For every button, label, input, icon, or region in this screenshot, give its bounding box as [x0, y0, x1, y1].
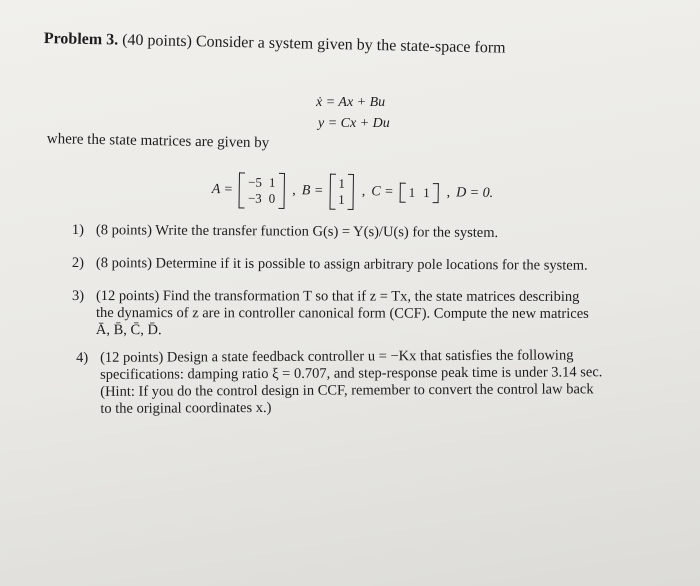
question-text: specifications: damping ratio ξ = 0.707, and step-response peak time is under 3.14 sec.: [100, 364, 603, 383]
question-number: 2): [71, 255, 85, 272]
question-text: Ā, B̄, C̄, D̄.: [95, 322, 162, 339]
state-equation: ẋ = Ax + Bu: [316, 95, 386, 110]
problem-points: (40 points): [121, 31, 193, 51]
question-text: (12 points) Find the transformation T so that if z = Tx, the state matrices describing: [95, 288, 580, 305]
matrix-d-text: D = 0.: [456, 185, 494, 201]
matrix-b-entry: 1: [338, 191, 345, 207]
problem-title-line: [44, 30, 506, 58]
output-equation: y = Cx + Du: [318, 116, 390, 131]
matrix-a-entry: 1: [268, 174, 276, 190]
question-item-1: [72, 222, 498, 242]
question-item-3: [72, 288, 589, 340]
matrix-a: [239, 172, 285, 209]
matrix-a-entry: −5: [248, 174, 263, 190]
question-text: (12 points) Design a state feedback controller u = −Kx that satisfies the following: [99, 347, 574, 366]
matrix-c: [399, 183, 438, 204]
question-number: 1): [71, 222, 85, 239]
question-number: 4): [76, 349, 89, 366]
matrix-a-label: A =: [211, 181, 234, 198]
matrix-c-entry: 1: [423, 184, 430, 201]
matrix-c-entry: 1: [408, 184, 416, 200]
matrix-a-entry: −3: [247, 190, 262, 206]
question-text: the dynamics of z are in controller canonical form (CCF). Compute the new matrices: [95, 305, 589, 322]
matrix-c-label: C =: [371, 184, 394, 200]
question-text: (Hint: If you do the control design in CCF, remember to convert the control law back: [100, 381, 594, 400]
question-item-4: [76, 347, 603, 418]
problem-heading: Problem 3.: [43, 30, 119, 49]
matrix-b-entry: 1: [338, 175, 346, 191]
matrices-intro: where the state matrices are given by: [46, 131, 270, 152]
question-text: to the original coordinates x.): [100, 399, 272, 417]
question-item-2: [72, 255, 588, 275]
problem-intro: Consider a system given by the state-space form: [195, 33, 506, 57]
matrix-b: [329, 174, 354, 210]
matrix-b-label: B =: [301, 183, 324, 199]
question-text: (8 points) Write the transfer function G(s) = Y(s)/U(s) for the system.: [95, 222, 499, 241]
matrix-definitions: A = −5 1 −3 0 , B = 1 1 , C = 1 1 , D = 0.: [211, 172, 497, 212]
question-text: (8 points) Determine if it is possible to assign arbitrary pole locations for the system.: [95, 255, 588, 274]
matrix-a-entry: 0: [268, 190, 276, 206]
question-number: 3): [71, 288, 85, 305]
